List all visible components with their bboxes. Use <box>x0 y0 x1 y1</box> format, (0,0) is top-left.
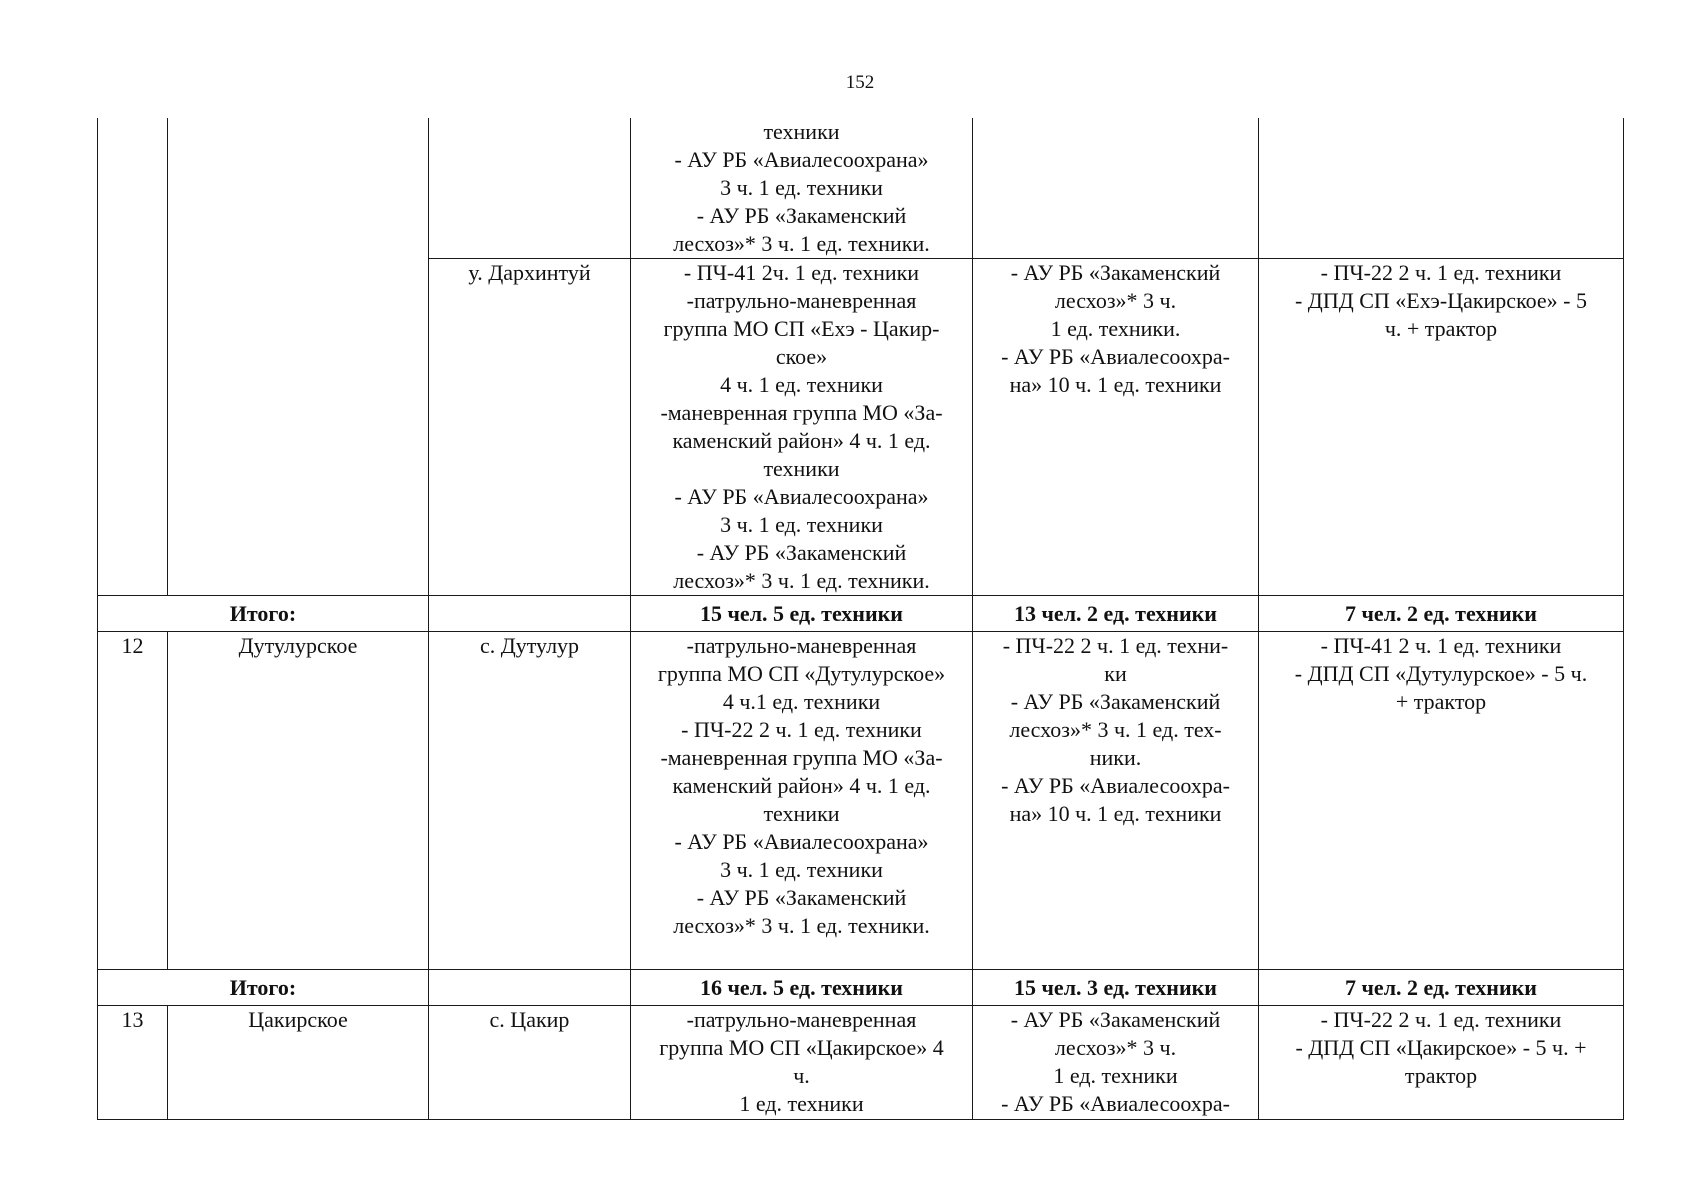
forest-forces-cell: - ПЧ-22 2 ч. 1 ед. техни- ки - АУ РБ «Закаменский лесхоз»* 3 ч. 1 ед. тех- ники. - АУ РБ «Авиалесоохра- на» 10 ч. 1 ед. техники <box>973 632 1259 970</box>
table-row-continuation <box>98 118 1624 259</box>
total-forces: 15 чел. 5 ед. техники <box>631 596 973 632</box>
total-reserve-forces: 7 чел. 2 ед. техники <box>1259 970 1624 1006</box>
forces-cell: -патрульно-маневренная группа МО СП «Дутулурское» 4 ч.1 ед. техники - ПЧ-22 2 ч. 1 ед. техники -маневренная группа МО «За- каменский район» 4 ч. 1 ед. техники - АУ РБ «Авиалесоохрана» 3 ч. 1 ед. техники - АУ РБ «Закаменский лесхоз»* 3 ч. 1 ед. техники. <box>631 632 973 970</box>
forest-forces-cell: - АУ РБ «Закаменский лесхоз»* 3 ч. 1 ед. техники. - АУ РБ «Авиалесоохра- на» 10 ч. 1 ед. техники <box>973 259 1259 596</box>
reserve-forces-cell: - ПЧ-22 2 ч. 1 ед. техники - ДПД СП «Цакирское» - 5 ч. + трактор <box>1259 1006 1624 1120</box>
total-forest-forces: 13 чел. 2 ед. техники <box>973 596 1259 632</box>
table-row-dutulur <box>98 632 1624 970</box>
page-number: 152 <box>845 72 875 93</box>
locality-cell <box>429 118 631 259</box>
forest-forces-cell: - АУ РБ «Закаменский лесхоз»* 3 ч. 1 ед. техники - АУ РБ «Авиалесоохра- <box>973 1006 1259 1120</box>
total-label: Итого: <box>98 596 429 632</box>
total-empty-cell <box>429 970 631 1006</box>
locality-cell: у. Дархинтуй <box>429 259 631 596</box>
number-cell: 12 <box>98 632 168 970</box>
reserve-forces-cell: - ПЧ-22 2 ч. 1 ед. техники - ДПД СП «Ехэ-Цакирское» - 5 ч. + трактор <box>1259 259 1624 596</box>
reserve-forces-cell <box>1259 118 1624 259</box>
number-cell: 13 <box>98 1006 168 1120</box>
total-forces: 16 чел. 5 ед. техники <box>631 970 973 1006</box>
table-row-total <box>98 970 1624 1006</box>
locality-cell: с. Дутулур <box>429 632 631 970</box>
locality-cell: с. Цакир <box>429 1006 631 1120</box>
forces-cell: техники - АУ РБ «Авиалесоохрана» 3 ч. 1 ед. техники - АУ РБ «Закаменский лесхоз»* 3 ч. 1 ед. техники. <box>631 118 973 259</box>
total-label: Итого: <box>98 970 429 1006</box>
forest-forces-cell <box>973 118 1259 259</box>
total-empty-cell <box>429 596 631 632</box>
reserve-forces-cell: - ПЧ-41 2 ч. 1 ед. техники - ДПД СП «Дутулурское» - 5 ч. + трактор <box>1259 632 1624 970</box>
settlement-cell: Дутулурское <box>168 632 429 970</box>
forces-cell: - ПЧ-41 2ч. 1 ед. техники -патрульно-маневренная группа МО СП «Ехэ - Цакир- ское» 4 ч. 1 ед. техники -маневренная группа МО «За- каменский район» 4 ч. 1 ед. техники - АУ РБ «Авиалесоохрана» 3 ч. 1 ед. техники - АУ РБ «Закаменский лесхоз»* 3 ч. 1 ед. техники. <box>631 259 973 596</box>
forces-cell: -патрульно-маневренная группа МО СП «Цакирское» 4 ч. 1 ед. техники <box>631 1006 973 1120</box>
total-reserve-forces: 7 чел. 2 ед. техники <box>1259 596 1624 632</box>
number-cell <box>98 118 168 596</box>
settlement-cell <box>168 118 429 596</box>
fire-forces-table <box>97 118 1624 1120</box>
table-row-total <box>98 596 1624 632</box>
table-row-tsakir <box>98 1006 1624 1120</box>
total-forest-forces: 15 чел. 3 ед. техники <box>973 970 1259 1006</box>
settlement-cell: Цакирское <box>168 1006 429 1120</box>
